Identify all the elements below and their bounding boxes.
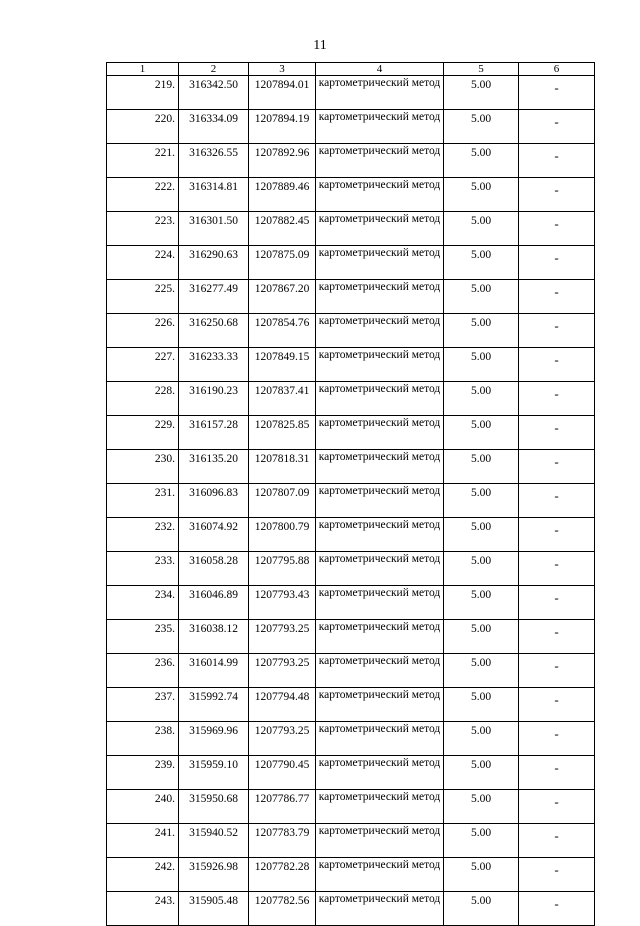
note-cell: - [519, 756, 595, 790]
accuracy-cell: 5.00 [444, 76, 519, 110]
method-cell: картометрический метод [316, 76, 444, 110]
point-number-cell: 225. [107, 280, 179, 314]
x-coordinate-cell: 316250.68 [179, 314, 249, 348]
accuracy-cell: 5.00 [444, 518, 519, 552]
header-col-4: 4 [316, 63, 444, 76]
x-coordinate-cell: 316058.28 [179, 552, 249, 586]
table-row [107, 892, 595, 926]
table-row [107, 824, 595, 858]
y-coordinate-cell: 1207807.09 [249, 484, 316, 518]
method-cell: картометрический метод [316, 688, 444, 722]
point-number-cell: 219. [107, 76, 179, 110]
note-cell: - [519, 450, 595, 484]
accuracy-cell: 5.00 [444, 892, 519, 926]
y-coordinate-cell: 1207793.25 [249, 722, 316, 756]
x-coordinate-cell: 316014.99 [179, 654, 249, 688]
note-cell: - [519, 586, 595, 620]
table-row [107, 76, 595, 110]
accuracy-cell: 5.00 [444, 144, 519, 178]
x-coordinate-cell: 316157.28 [179, 416, 249, 450]
method-cell: картометрический метод [316, 280, 444, 314]
x-coordinate-cell: 316038.12 [179, 620, 249, 654]
y-coordinate-cell: 1207782.56 [249, 892, 316, 926]
method-cell: картометрический метод [316, 416, 444, 450]
y-coordinate-cell: 1207782.28 [249, 858, 316, 892]
point-number-cell: 220. [107, 110, 179, 144]
note-cell: - [519, 382, 595, 416]
note-cell: - [519, 416, 595, 450]
y-coordinate-cell: 1207892.96 [249, 144, 316, 178]
accuracy-cell: 5.00 [444, 348, 519, 382]
note-cell: - [519, 348, 595, 382]
method-cell: картометрический метод [316, 314, 444, 348]
x-coordinate-cell: 316046.89 [179, 586, 249, 620]
point-number-cell: 234. [107, 586, 179, 620]
accuracy-cell: 5.00 [444, 790, 519, 824]
table-row [107, 484, 595, 518]
table-row [107, 280, 595, 314]
table-row [107, 416, 595, 450]
header-col-5: 5 [444, 63, 519, 76]
y-coordinate-cell: 1207795.88 [249, 552, 316, 586]
y-coordinate-cell: 1207790.45 [249, 756, 316, 790]
x-coordinate-cell: 315992.74 [179, 688, 249, 722]
x-coordinate-cell: 316190.23 [179, 382, 249, 416]
accuracy-cell: 5.00 [444, 314, 519, 348]
accuracy-cell: 5.00 [444, 450, 519, 484]
x-coordinate-cell: 315950.68 [179, 790, 249, 824]
header-col-6: 6 [519, 63, 595, 76]
method-cell: картометрический метод [316, 382, 444, 416]
note-cell: - [519, 110, 595, 144]
table-row [107, 858, 595, 892]
point-number-cell: 231. [107, 484, 179, 518]
table-row [107, 756, 595, 790]
accuracy-cell: 5.00 [444, 178, 519, 212]
x-coordinate-cell: 316342.50 [179, 76, 249, 110]
accuracy-cell: 5.00 [444, 382, 519, 416]
table-row [107, 246, 595, 280]
header-row [107, 63, 595, 76]
note-cell: - [519, 144, 595, 178]
accuracy-cell: 5.00 [444, 688, 519, 722]
method-cell: картометрический метод [316, 654, 444, 688]
point-number-cell: 227. [107, 348, 179, 382]
y-coordinate-cell: 1207889.46 [249, 178, 316, 212]
point-number-cell: 226. [107, 314, 179, 348]
accuracy-cell: 5.00 [444, 416, 519, 450]
note-cell: - [519, 314, 595, 348]
header-col-2: 2 [179, 63, 249, 76]
method-cell: картометрический метод [316, 348, 444, 382]
note-cell: - [519, 620, 595, 654]
point-number-cell: 239. [107, 756, 179, 790]
method-cell: картометрический метод [316, 212, 444, 246]
note-cell: - [519, 246, 595, 280]
table-row [107, 212, 595, 246]
accuracy-cell: 5.00 [444, 620, 519, 654]
accuracy-cell: 5.00 [444, 246, 519, 280]
table-row [107, 790, 595, 824]
note-cell: - [519, 518, 595, 552]
y-coordinate-cell: 1207837.41 [249, 382, 316, 416]
point-number-cell: 243. [107, 892, 179, 926]
header-col-1: 1 [107, 63, 179, 76]
x-coordinate-cell: 315926.98 [179, 858, 249, 892]
y-coordinate-cell: 1207882.45 [249, 212, 316, 246]
y-coordinate-cell: 1207818.31 [249, 450, 316, 484]
method-cell: картометрический метод [316, 620, 444, 654]
note-cell: - [519, 790, 595, 824]
point-number-cell: 240. [107, 790, 179, 824]
coordinates-table [106, 62, 595, 926]
method-cell: картометрический метод [316, 518, 444, 552]
header-col-3: 3 [249, 63, 316, 76]
table-row [107, 144, 595, 178]
point-number-cell: 237. [107, 688, 179, 722]
accuracy-cell: 5.00 [444, 824, 519, 858]
x-coordinate-cell: 315959.10 [179, 756, 249, 790]
table-row [107, 110, 595, 144]
table-row [107, 552, 595, 586]
note-cell: - [519, 892, 595, 926]
table-row [107, 348, 595, 382]
note-cell: - [519, 654, 595, 688]
point-number-cell: 242. [107, 858, 179, 892]
table-row [107, 518, 595, 552]
accuracy-cell: 5.00 [444, 280, 519, 314]
note-cell: - [519, 76, 595, 110]
method-cell: картометрический метод [316, 790, 444, 824]
point-number-cell: 236. [107, 654, 179, 688]
method-cell: картометрический метод [316, 246, 444, 280]
point-number-cell: 221. [107, 144, 179, 178]
accuracy-cell: 5.00 [444, 552, 519, 586]
x-coordinate-cell: 316326.55 [179, 144, 249, 178]
y-coordinate-cell: 1207800.79 [249, 518, 316, 552]
x-coordinate-cell: 316290.63 [179, 246, 249, 280]
table-row [107, 314, 595, 348]
y-coordinate-cell: 1207867.20 [249, 280, 316, 314]
accuracy-cell: 5.00 [444, 756, 519, 790]
method-cell: картометрический метод [316, 552, 444, 586]
method-cell: картометрический метод [316, 484, 444, 518]
x-coordinate-cell: 316277.49 [179, 280, 249, 314]
point-number-cell: 224. [107, 246, 179, 280]
y-coordinate-cell: 1207854.76 [249, 314, 316, 348]
table-row [107, 654, 595, 688]
note-cell: - [519, 212, 595, 246]
note-cell: - [519, 280, 595, 314]
method-cell: картометрический метод [316, 144, 444, 178]
method-cell: картометрический метод [316, 110, 444, 144]
x-coordinate-cell: 315940.52 [179, 824, 249, 858]
y-coordinate-cell: 1207875.09 [249, 246, 316, 280]
x-coordinate-cell: 316334.09 [179, 110, 249, 144]
accuracy-cell: 5.00 [444, 110, 519, 144]
y-coordinate-cell: 1207786.77 [249, 790, 316, 824]
note-cell: - [519, 824, 595, 858]
method-cell: картометрический метод [316, 722, 444, 756]
accuracy-cell: 5.00 [444, 858, 519, 892]
x-coordinate-cell: 316314.81 [179, 178, 249, 212]
table-row [107, 450, 595, 484]
y-coordinate-cell: 1207793.43 [249, 586, 316, 620]
table-row [107, 382, 595, 416]
accuracy-cell: 5.00 [444, 586, 519, 620]
method-cell: картометрический метод [316, 178, 444, 212]
page-number: 11 [313, 38, 327, 53]
y-coordinate-cell: 1207794.48 [249, 688, 316, 722]
point-number-cell: 238. [107, 722, 179, 756]
point-number-cell: 230. [107, 450, 179, 484]
method-cell: картометрический метод [316, 858, 444, 892]
y-coordinate-cell: 1207783.79 [249, 824, 316, 858]
note-cell: - [519, 178, 595, 212]
method-cell: картометрический метод [316, 586, 444, 620]
point-number-cell: 233. [107, 552, 179, 586]
x-coordinate-cell: 316301.50 [179, 212, 249, 246]
note-cell: - [519, 552, 595, 586]
accuracy-cell: 5.00 [444, 484, 519, 518]
accuracy-cell: 5.00 [444, 654, 519, 688]
note-cell: - [519, 722, 595, 756]
table-row [107, 722, 595, 756]
y-coordinate-cell: 1207894.01 [249, 76, 316, 110]
note-cell: - [519, 858, 595, 892]
method-cell: картометрический метод [316, 824, 444, 858]
table-body [107, 76, 595, 926]
point-number-cell: 223. [107, 212, 179, 246]
point-number-cell: 241. [107, 824, 179, 858]
point-number-cell: 232. [107, 518, 179, 552]
accuracy-cell: 5.00 [444, 212, 519, 246]
y-coordinate-cell: 1207894.19 [249, 110, 316, 144]
y-coordinate-cell: 1207849.15 [249, 348, 316, 382]
note-cell: - [519, 688, 595, 722]
x-coordinate-cell: 316074.92 [179, 518, 249, 552]
y-coordinate-cell: 1207793.25 [249, 654, 316, 688]
point-number-cell: 229. [107, 416, 179, 450]
table-row [107, 586, 595, 620]
x-coordinate-cell: 315969.96 [179, 722, 249, 756]
accuracy-cell: 5.00 [444, 722, 519, 756]
y-coordinate-cell: 1207793.25 [249, 620, 316, 654]
table-header [107, 63, 595, 76]
x-coordinate-cell: 316135.20 [179, 450, 249, 484]
table-row [107, 178, 595, 212]
method-cell: картометрический метод [316, 892, 444, 926]
x-coordinate-cell: 315905.48 [179, 892, 249, 926]
table-row [107, 620, 595, 654]
table-row [107, 688, 595, 722]
method-cell: картометрический метод [316, 756, 444, 790]
x-coordinate-cell: 316096.83 [179, 484, 249, 518]
note-cell: - [519, 484, 595, 518]
point-number-cell: 222. [107, 178, 179, 212]
method-cell: картометрический метод [316, 450, 444, 484]
point-number-cell: 228. [107, 382, 179, 416]
point-number-cell: 235. [107, 620, 179, 654]
y-coordinate-cell: 1207825.85 [249, 416, 316, 450]
x-coordinate-cell: 316233.33 [179, 348, 249, 382]
